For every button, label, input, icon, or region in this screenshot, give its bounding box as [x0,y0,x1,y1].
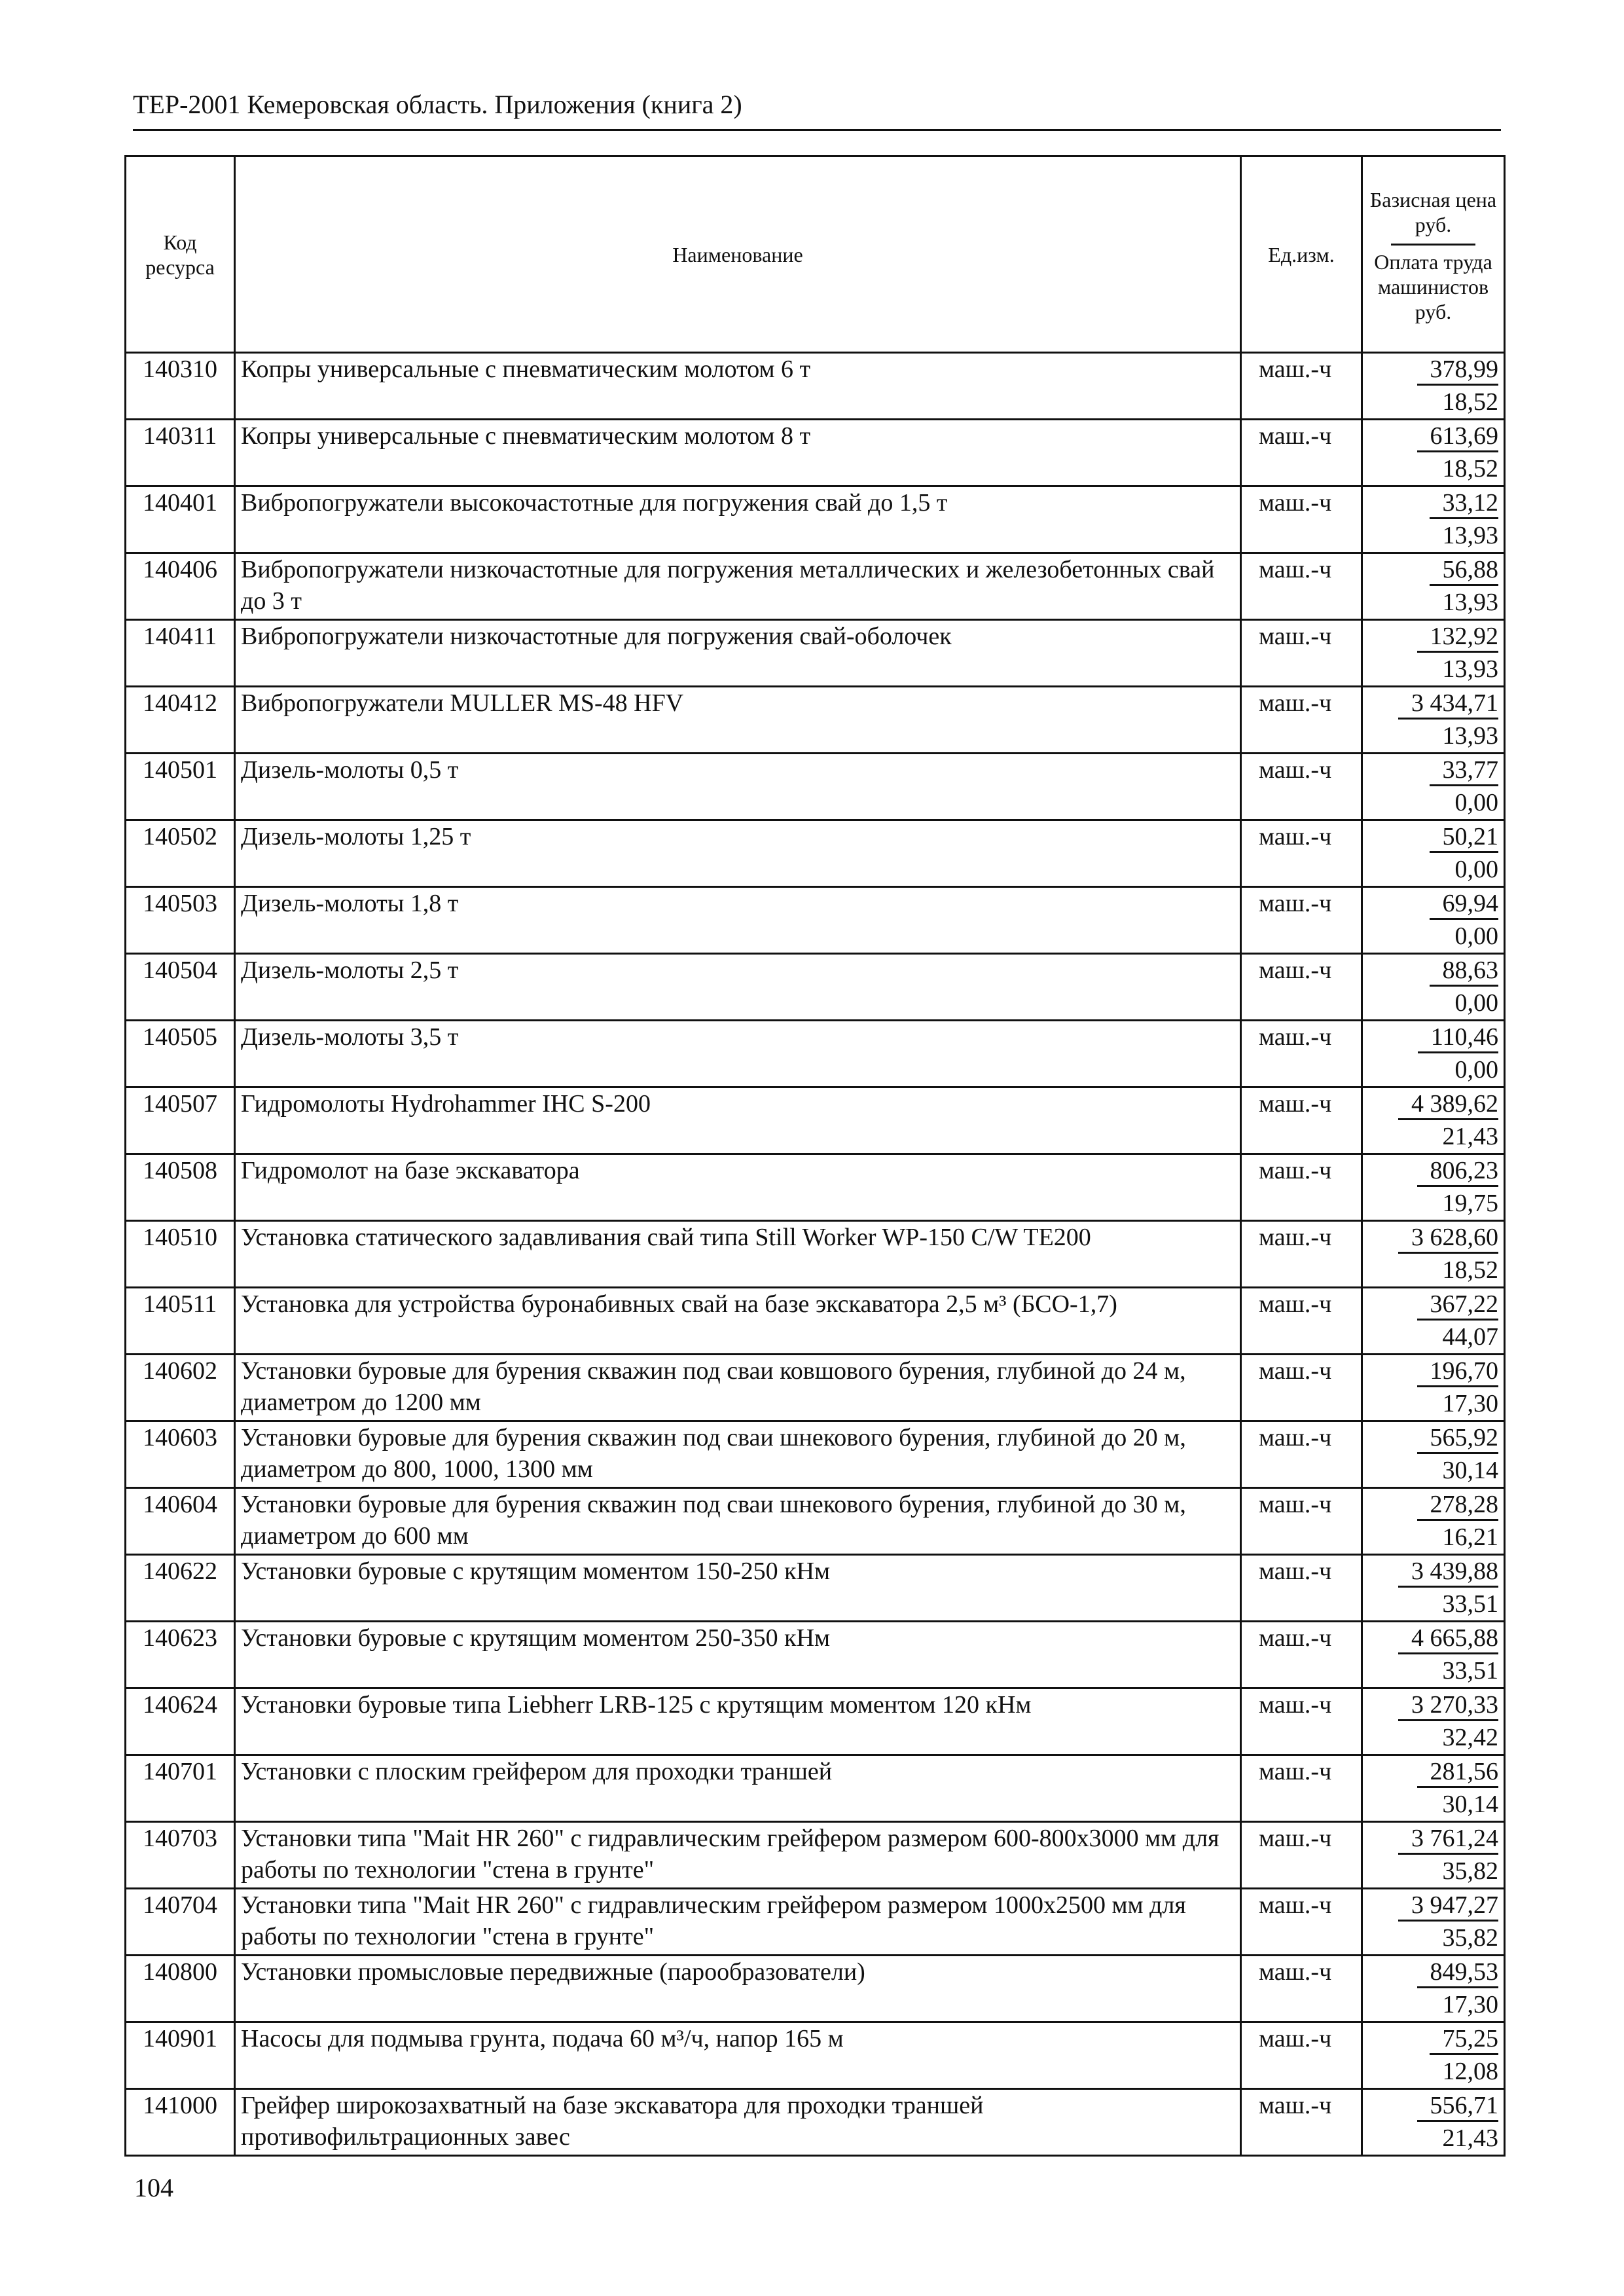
table-row [126,620,1505,687]
resource-price-cell [1362,2022,1505,2089]
resource-price-cell [1362,1288,1505,1355]
resource-price-table [124,155,1506,2157]
base-price-line [1363,354,1498,386]
resource-code: 140624 [126,1688,235,1755]
resource-unit: маш.-ч [1241,1488,1362,1555]
base-price: 196,70 [1417,1357,1499,1387]
operator-wage: 33,51 [1442,1657,1498,1685]
resource-price-cell [1362,1755,1505,1822]
resource-code: 140504 [126,954,235,1021]
base-price-line [1363,1155,1498,1187]
table-row [126,1421,1505,1488]
resource-unit: маш.-ч [1241,553,1362,620]
resource-price-cell [1362,820,1505,887]
resource-code: 140507 [126,1087,235,1154]
base-price-line [1363,821,1498,853]
operator-wage: 32,42 [1442,1724,1498,1751]
resource-code: 140510 [126,1221,235,1288]
table-row [126,820,1505,887]
resource-price-cell [1362,1956,1505,2022]
table-row [126,1822,1505,1889]
base-price: 3 434,71 [1398,689,1498,720]
table-row [126,754,1505,820]
operator-wage: 30,14 [1442,1791,1498,1818]
base-price-line [1363,420,1498,452]
col-header-price [1362,156,1505,353]
base-price: 378,99 [1417,355,1499,386]
resource-price-cell [1362,620,1505,687]
resource-price-cell [1362,353,1505,420]
table-row [126,420,1505,486]
resource-unit: маш.-ч [1241,486,1362,553]
operator-wage: 18,52 [1442,1256,1498,1284]
resource-name: Дизель-молоты 0,5 т [235,754,1241,820]
operator-wage: 19,75 [1442,1190,1498,1217]
base-price-line [1363,888,1498,920]
resource-unit: маш.-ч [1241,820,1362,887]
operator-wage: 16,21 [1442,1523,1498,1551]
base-price-line [1363,1622,1498,1654]
base-price: 50,21 [1430,822,1499,853]
base-price: 281,56 [1417,1757,1499,1788]
base-price-line [1363,1288,1498,1321]
operator-wage: 35,82 [1442,1924,1498,1952]
base-price-line [1363,1355,1498,1387]
resource-name: Установки буровые типа Liebherr LRB-125 с крутящим моментом 120 кНм [235,1688,1241,1755]
resource-code: 140511 [126,1288,235,1355]
resource-unit: маш.-ч [1241,1622,1362,1688]
base-price: 33,12 [1430,488,1499,519]
resource-code: 140502 [126,820,235,887]
resource-name: Вибропогружатели низкочастотные для погружения свай-оболочек [235,620,1241,687]
resource-unit: маш.-ч [1241,1288,1362,1355]
base-price: 3 439,88 [1398,1557,1498,1588]
base-price: 69,94 [1430,889,1499,920]
base-price-line [1363,687,1498,720]
resource-code: 140501 [126,754,235,820]
base-price: 4 389,62 [1398,1089,1498,1120]
resource-price-cell [1362,1822,1505,1889]
table-row [126,353,1505,420]
col-header-code: Код ресурса [126,156,235,353]
table-row [126,1288,1505,1355]
base-price: 367,22 [1417,1290,1499,1321]
resource-code: 140604 [126,1488,235,1555]
col-header-price-wage: Оплата труда машинистов руб. [1374,250,1492,323]
resource-price-cell [1362,887,1505,954]
resource-unit: маш.-ч [1241,887,1362,954]
resource-code: 140701 [126,1755,235,1822]
base-price-line [1363,487,1498,519]
resource-price-cell [1362,1021,1505,1087]
resource-unit: маш.-ч [1241,1087,1362,1154]
resource-code: 140412 [126,687,235,754]
resource-code: 140310 [126,353,235,420]
base-price-line [1363,2090,1498,2122]
col-header-price-base: Базисная цена руб. [1369,188,1497,236]
resource-code: 140622 [126,1555,235,1622]
base-price-line [1363,621,1498,653]
resource-price-cell [1362,1488,1505,1555]
resource-code: 140311 [126,420,235,486]
base-price: 132,92 [1417,622,1499,653]
base-price-line [1363,1021,1498,1053]
table-row [126,486,1505,553]
resource-code: 140406 [126,553,235,620]
resource-unit: маш.-ч [1241,620,1362,687]
table-row [126,1622,1505,1688]
resource-unit: маш.-ч [1241,2089,1362,2156]
resource-name: Дизель-молоты 3,5 т [235,1021,1241,1087]
resource-code: 140602 [126,1355,235,1421]
resource-price-cell [1362,687,1505,754]
operator-wage: 17,30 [1442,1991,1498,2018]
resource-name: Установки буровые для бурения скважин под сваи шнекового бурения, глубиной до 30 м, диаметром до 600 мм [235,1488,1241,1555]
header-rule [133,129,1501,131]
base-price: 613,69 [1417,422,1499,452]
resource-unit: маш.-ч [1241,353,1362,420]
resource-price-cell [1362,1889,1505,1956]
resource-code: 140603 [126,1421,235,1488]
base-price-line [1363,1556,1498,1588]
table-header-row [126,156,1505,353]
resource-name: Гидромолот на базе экскаватора [235,1154,1241,1221]
operator-wage: 18,52 [1442,455,1498,483]
resource-unit: маш.-ч [1241,1822,1362,1889]
resource-unit: маш.-ч [1241,1889,1362,1956]
operator-wage: 0,00 [1454,856,1498,883]
base-price: 278,28 [1417,1490,1499,1521]
table-row [126,1221,1505,1288]
operator-wage: 18,52 [1442,388,1498,416]
resource-name: Дизель-молоты 1,8 т [235,887,1241,954]
base-price: 3 628,60 [1398,1223,1498,1254]
base-price: 565,92 [1417,1423,1499,1454]
table-row [126,687,1505,754]
resource-code: 140623 [126,1622,235,1688]
table-row [126,1956,1505,2022]
resource-name: Установки буровые для бурения скважин под сваи ковшового бурения, глубиной до 24 м, диаметром до 1200 мм [235,1355,1241,1421]
resource-unit: маш.-ч [1241,754,1362,820]
col-header-name: Наименование [235,156,1241,353]
table-row [126,1688,1505,1755]
resource-name: Установки буровые для бурения скважин под сваи шнекового бурения, глубиной до 20 м, диаметром до 800, 1000, 1300 мм [235,1421,1241,1488]
resource-price-cell [1362,1688,1505,1755]
table-row [126,1154,1505,1221]
base-price-line [1363,1889,1498,1922]
resource-price-cell [1362,2089,1505,2156]
resource-name: Копры универсальные с пневматическим молотом 8 т [235,420,1241,486]
operator-wage: 13,93 [1442,655,1498,683]
table-body [126,353,1505,2156]
resource-price-cell [1362,486,1505,553]
operator-wage: 17,30 [1442,1390,1498,1417]
table-row [126,2089,1505,2156]
operator-wage: 44,07 [1442,1323,1498,1351]
table-row [126,553,1505,620]
resource-unit: маш.-ч [1241,1221,1362,1288]
base-price: 110,46 [1418,1023,1498,1053]
resource-price-cell [1362,553,1505,620]
resource-price-cell [1362,954,1505,1021]
resource-unit: маш.-ч [1241,1688,1362,1755]
table-row [126,887,1505,954]
resource-code: 140901 [126,2022,235,2089]
running-header: ТЕР-2001 Кемеровская область. Приложения (книга 2) [133,90,742,119]
resource-code: 140800 [126,1956,235,2022]
resource-name: Насосы для подмыва грунта, подача 60 м³/ч, напор 165 м [235,2022,1241,2089]
resource-unit: маш.-ч [1241,1355,1362,1421]
table-row [126,1555,1505,1622]
resource-unit: маш.-ч [1241,1154,1362,1221]
base-price-line [1363,754,1498,786]
resource-price-cell [1362,1622,1505,1688]
resource-name: Вибропогружатели низкочастотные для погружения металлических и железобетонных свай до 3 т [235,553,1241,620]
resource-unit: маш.-ч [1241,1755,1362,1822]
resource-price-cell [1362,420,1505,486]
base-price: 88,63 [1430,956,1499,987]
resource-price-cell [1362,1087,1505,1154]
resource-name: Установки промысловые передвижные (парообразователи) [235,1956,1241,2022]
base-price-line [1363,1956,1498,1988]
base-price: 3 270,33 [1398,1690,1498,1721]
resource-code: 140401 [126,486,235,553]
resource-name: Установки буровые с крутящим моментом 150-250 кНм [235,1555,1241,1622]
operator-wage: 13,93 [1442,722,1498,750]
resource-price-cell [1362,1555,1505,1622]
base-price-line [1363,554,1498,586]
resource-unit: маш.-ч [1241,1555,1362,1622]
resource-code: 140505 [126,1021,235,1087]
resource-price-cell [1362,1355,1505,1421]
resource-price-cell [1362,1154,1505,1221]
resource-code: 140508 [126,1154,235,1221]
table-row [126,1021,1505,1087]
resource-name: Установки типа "Mait HR 260" с гидравлическим грейфером размером 600-800х3000 мм для работы по технологии "стена в грунте" [235,1822,1241,1889]
base-price-line [1363,1088,1498,1120]
resource-code: 140503 [126,887,235,954]
resource-price-cell [1362,754,1505,820]
resource-unit: маш.-ч [1241,1421,1362,1488]
operator-wage: 0,00 [1454,789,1498,816]
resource-unit: маш.-ч [1241,687,1362,754]
resource-name: Гидромолоты Hydrohammer IHC S-200 [235,1087,1241,1154]
base-price: 4 665,88 [1398,1624,1498,1654]
resource-unit: маш.-ч [1241,1021,1362,1087]
base-price-line [1363,1823,1498,1855]
base-price-line [1363,1489,1498,1521]
base-price: 849,53 [1417,1958,1499,1988]
base-price: 556,71 [1417,2091,1499,2122]
operator-wage: 0,00 [1454,989,1498,1017]
table-row [126,1355,1505,1421]
resource-name: Грейфер широкозахватный на базе экскаватора для проходки траншей противофильтрационных завес [235,2089,1241,2156]
base-price-line [1363,1689,1498,1721]
base-price: 56,88 [1430,555,1499,586]
resource-unit: маш.-ч [1241,2022,1362,2089]
table-row [126,2022,1505,2089]
operator-wage: 13,93 [1442,522,1498,549]
resource-unit: маш.-ч [1241,954,1362,1021]
resource-name: Установки буровые с крутящим моментом 250-350 кНм [235,1622,1241,1688]
resource-name: Копры универсальные с пневматическим молотом 6 т [235,353,1241,420]
base-price-line [1363,2023,1498,2055]
base-price-line [1363,1222,1498,1254]
table-row [126,954,1505,1021]
resource-code: 140704 [126,1889,235,1956]
base-price-line [1363,1422,1498,1454]
table-row [126,1087,1505,1154]
resource-name: Дизель-молоты 1,25 т [235,820,1241,887]
resource-name: Установка для устройства буронабивных свай на базе экскаватора 2,5 м³ (БСО-1,7) [235,1288,1241,1355]
operator-wage: 33,51 [1442,1590,1498,1618]
resource-name: Вибропогружатели высокочастотные для погружения свай до 1,5 т [235,486,1241,553]
base-price: 806,23 [1417,1156,1499,1187]
table-row [126,1488,1505,1555]
operator-wage: 21,43 [1442,2124,1498,2152]
resource-code: 140411 [126,620,235,687]
table-row [126,1755,1505,1822]
operator-wage: 35,82 [1442,1857,1498,1885]
resource-code: 141000 [126,2089,235,2156]
resource-price-cell [1362,1421,1505,1488]
base-price-line [1363,955,1498,987]
base-price: 33,77 [1430,756,1499,786]
operator-wage: 0,00 [1454,1056,1498,1084]
resource-name: Дизель-молоты 2,5 т [235,954,1241,1021]
operator-wage: 13,93 [1442,589,1498,616]
base-price: 75,25 [1430,2024,1499,2055]
operator-wage: 30,14 [1442,1457,1498,1484]
operator-wage: 21,43 [1442,1123,1498,1150]
operator-wage: 12,08 [1442,2058,1498,2085]
resource-price-cell [1362,1221,1505,1288]
col-header-price-divider [1391,244,1475,246]
col-header-unit: Ед.изм. [1241,156,1362,353]
base-price-line [1363,1756,1498,1788]
resource-name: Установка статического задавливания свай типа Still Worker WP-150 C/W TE200 [235,1221,1241,1288]
base-price: 3 761,24 [1398,1824,1498,1855]
resource-code: 140703 [126,1822,235,1889]
base-price: 3 947,27 [1398,1891,1498,1922]
operator-wage: 0,00 [1454,922,1498,950]
resource-name: Установки с плоским грейфером для проходки траншей [235,1755,1241,1822]
resource-unit: маш.-ч [1241,1956,1362,2022]
resource-name: Установки типа "Mait HR 260" с гидравлическим грейфером размером 1000х2500 мм для работы по технологии "стена в грунте" [235,1889,1241,1956]
page-number: 104 [134,2173,173,2202]
resource-name: Вибропогружатели MULLER MS-48 HFV [235,687,1241,754]
table-row [126,1889,1505,1956]
resource-unit: маш.-ч [1241,420,1362,486]
